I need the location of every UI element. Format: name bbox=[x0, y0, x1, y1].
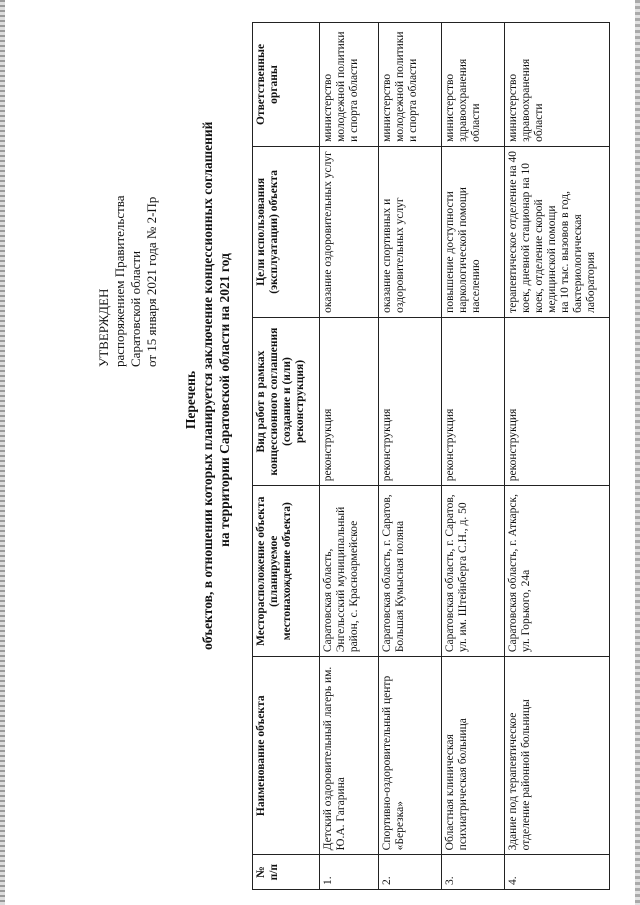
cell-purpose: терапевтическое отделение на 40 коек, дневной стационар на 10 коек, отделение скорой медицинской помощи на 10 тыс. вызовов в год, бактериологическая лаборатория bbox=[505, 146, 610, 317]
table-row bbox=[320, 23, 379, 890]
approval-line-2: распоряжением Правительства bbox=[112, 195, 127, 367]
cell-name: Здание под терапевтическое отделение районной больницы bbox=[505, 657, 610, 855]
approval-line-4: от 15 января 2021 года № 2-Пр bbox=[144, 196, 159, 367]
rotated-page bbox=[0, 10, 640, 900]
cell-purpose: оказание спортивных и оздоровительных услуг bbox=[379, 146, 442, 317]
document-title bbox=[182, 121, 233, 650]
cell-responsible: министерство молодежной политики и спорта области bbox=[320, 23, 379, 147]
table-row bbox=[442, 23, 505, 890]
title-line-3: на территории Саратовской области на 2021 год bbox=[217, 253, 232, 547]
cell-responsible: министерство здравоохранения области bbox=[442, 23, 505, 147]
cell-work: реконструкция bbox=[379, 317, 442, 485]
cell-num: 1. bbox=[320, 855, 379, 890]
objects-table bbox=[252, 22, 610, 890]
table-header-row bbox=[253, 23, 320, 890]
table-row bbox=[379, 23, 442, 890]
cell-name: Детский оздоровительный лагерь им. Ю.А. Гагарина bbox=[320, 657, 379, 855]
cell-name: Спортивно-оздоровительный центр «Березка» bbox=[379, 657, 442, 855]
approval-line-3: Саратовской области bbox=[128, 250, 143, 367]
cell-name: Областная клиническая психиатрическая больница bbox=[442, 657, 505, 855]
header-num: № п/п bbox=[253, 855, 320, 890]
cell-num: 2. bbox=[379, 855, 442, 890]
header-name: Наименование объекта bbox=[253, 657, 320, 855]
cell-work: реконструкция bbox=[442, 317, 505, 485]
cell-location: Саратовская область, г. Саратов, ул. им. Штейнберга С.Н., д. 50 bbox=[442, 486, 505, 657]
cell-work: реконструкция bbox=[320, 317, 379, 485]
cell-location: Саратовская область, Энгельсский муниципальный район, с. Красноармейское bbox=[320, 486, 379, 657]
cell-responsible: министерство здравоохранения области bbox=[505, 23, 610, 147]
cell-responsible: министерство молодежной политики и спорта области bbox=[379, 23, 442, 147]
header-responsible: Ответственные органы bbox=[253, 23, 320, 147]
header-work: Вид работ в рамках концессионного соглашения (создание и (или) реконструкция) bbox=[253, 317, 320, 485]
table-row bbox=[505, 23, 610, 890]
cell-location: Саратовская область, г. Саратов, Большая Кумысная поляна bbox=[379, 486, 442, 657]
header-purpose: Цели использования (эксплуатации) объекта bbox=[253, 146, 320, 317]
cell-location: Саратовская область, г. Аткарск, ул. Горького, 24а bbox=[505, 486, 610, 657]
cell-purpose: оказание оздоровительных услуг bbox=[320, 146, 379, 317]
approval-stamp bbox=[96, 195, 160, 367]
cell-work: реконструкция bbox=[505, 317, 610, 485]
header-location: Месторасположение объекта (планируемое местонахождение объекта) bbox=[253, 486, 320, 657]
cell-num: 4. bbox=[505, 855, 610, 890]
cell-purpose: повышение доступности наркологической помощи населению bbox=[442, 146, 505, 317]
approval-line-1: УТВЕРЖДЕН bbox=[96, 288, 111, 367]
title-line-1: Перечень bbox=[183, 370, 198, 430]
cell-num: 3. bbox=[442, 855, 505, 890]
title-line-2: объектов, в отношении которых планируется заключение концессионных соглашений bbox=[200, 121, 215, 650]
